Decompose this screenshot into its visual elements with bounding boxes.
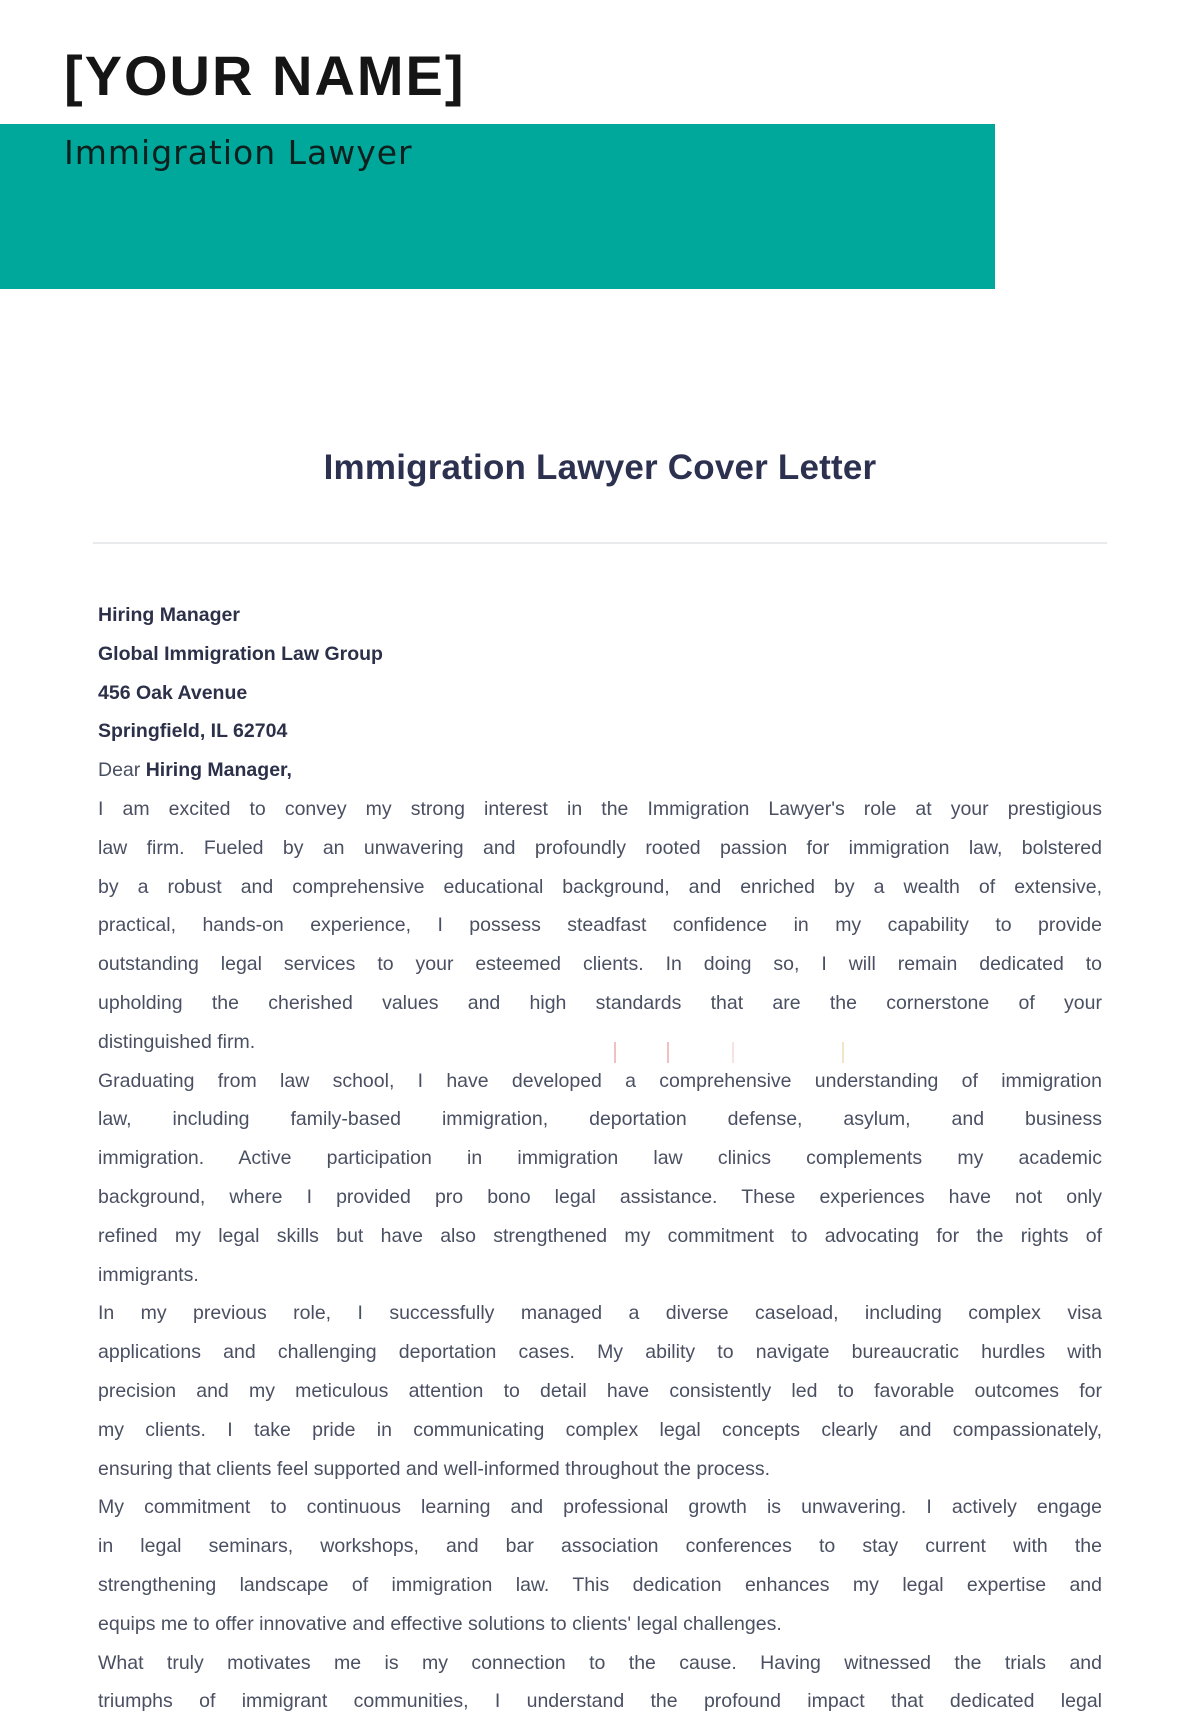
body-line: ensuring that clients feel supported and well-informed throughout the process. xyxy=(98,1457,771,1480)
body-line: law, including family-based immigration, deportation defense, asylum, and business xyxy=(98,1108,1102,1131)
letter-body xyxy=(98,596,1102,1721)
recipient-line: 456 Oak Avenue xyxy=(98,681,248,704)
salutation-line xyxy=(98,751,1102,790)
body-line: my clients. I take pride in communicating complex legal concepts clearly and compassionately, xyxy=(98,1418,1102,1441)
body-line: precision and my meticulous attention to detail have consistently led to favorable outcomes for xyxy=(98,1379,1102,1402)
body-line: triumphs of immigrant communities, I understand the profound impact that dedicated legal xyxy=(98,1690,1102,1713)
review-mark-icon xyxy=(842,1042,844,1063)
salutation-prefix: Dear xyxy=(98,759,146,782)
body-line: background, where I provided pro bono legal assistance. These experiences have not only xyxy=(98,1185,1102,1208)
recipient-line: Springfield, IL 62704 xyxy=(98,720,288,743)
body-line: In my previous role, I successfully managed a diverse caseload, including complex visa xyxy=(98,1302,1102,1325)
document-title: Immigration Lawyer Cover Letter xyxy=(323,448,877,487)
body-line: My commitment to continuous learning and professional growth is unwavering. I actively engage xyxy=(98,1496,1102,1519)
letter-paragraphs xyxy=(98,790,1102,1721)
salutation-recipient-name: Hiring Manager, xyxy=(145,759,292,782)
horizontal-divider xyxy=(93,542,1107,544)
body-line: I am excited to convey my strong interest in the Immigration Lawyer's role at your prestigious xyxy=(98,797,1102,820)
body-line: strengthening landscape of immigration law. This dedication enhances my legal expertise and xyxy=(98,1573,1102,1596)
body-line: refined my legal skills but have also strengthened my commitment to advocating for the rights of xyxy=(98,1224,1102,1247)
review-mark-icon xyxy=(667,1042,669,1063)
review-mark-icon xyxy=(614,1042,616,1063)
body-line: practical, hands-on experience, I possess steadfast confidence in my capability to provide xyxy=(98,914,1102,937)
recipient-line: Global Immigration Law Group xyxy=(98,642,383,665)
body-line: by a robust and comprehensive educational background, and enriched by a wealth of extensive, xyxy=(98,875,1102,898)
body-line: upholding the cherished values and high standards that are the cornerstone of your xyxy=(98,991,1102,1014)
recipient-block xyxy=(98,596,1102,751)
body-line: equips me to offer innovative and effective solutions to clients' legal challenges. xyxy=(98,1612,782,1635)
body-line: applications and challenging deportation cases. My ability to navigate bureaucratic hurdles with xyxy=(98,1341,1102,1364)
body-line: law firm. Fueled by an unwavering and profoundly rooted passion for immigration law, bolstered xyxy=(98,836,1102,859)
body-line: What truly motivates me is my connection to the cause. Having witnessed the trials and xyxy=(98,1651,1102,1674)
body-line: immigration. Active participation in immigration law clinics complements my academic xyxy=(98,1147,1102,1170)
accent-banner xyxy=(0,124,995,289)
body-line: immigrants. xyxy=(98,1263,199,1286)
body-line: distinguished firm. xyxy=(98,1030,256,1053)
review-mark-icon xyxy=(732,1042,734,1063)
body-line: Graduating from law school, I have developed a comprehensive understanding of immigration xyxy=(98,1069,1102,1092)
recipient-line: Hiring Manager xyxy=(98,604,240,626)
candidate-name-placeholder: [YOUR NAME] xyxy=(64,44,466,107)
body-line: in legal seminars, workshops, and bar association conferences to stay current with the xyxy=(98,1535,1102,1558)
job-role-label: Immigration Lawyer xyxy=(64,133,413,172)
body-line: outstanding legal services to your esteemed clients. In doing so, I will remain dedicated to xyxy=(98,953,1102,976)
